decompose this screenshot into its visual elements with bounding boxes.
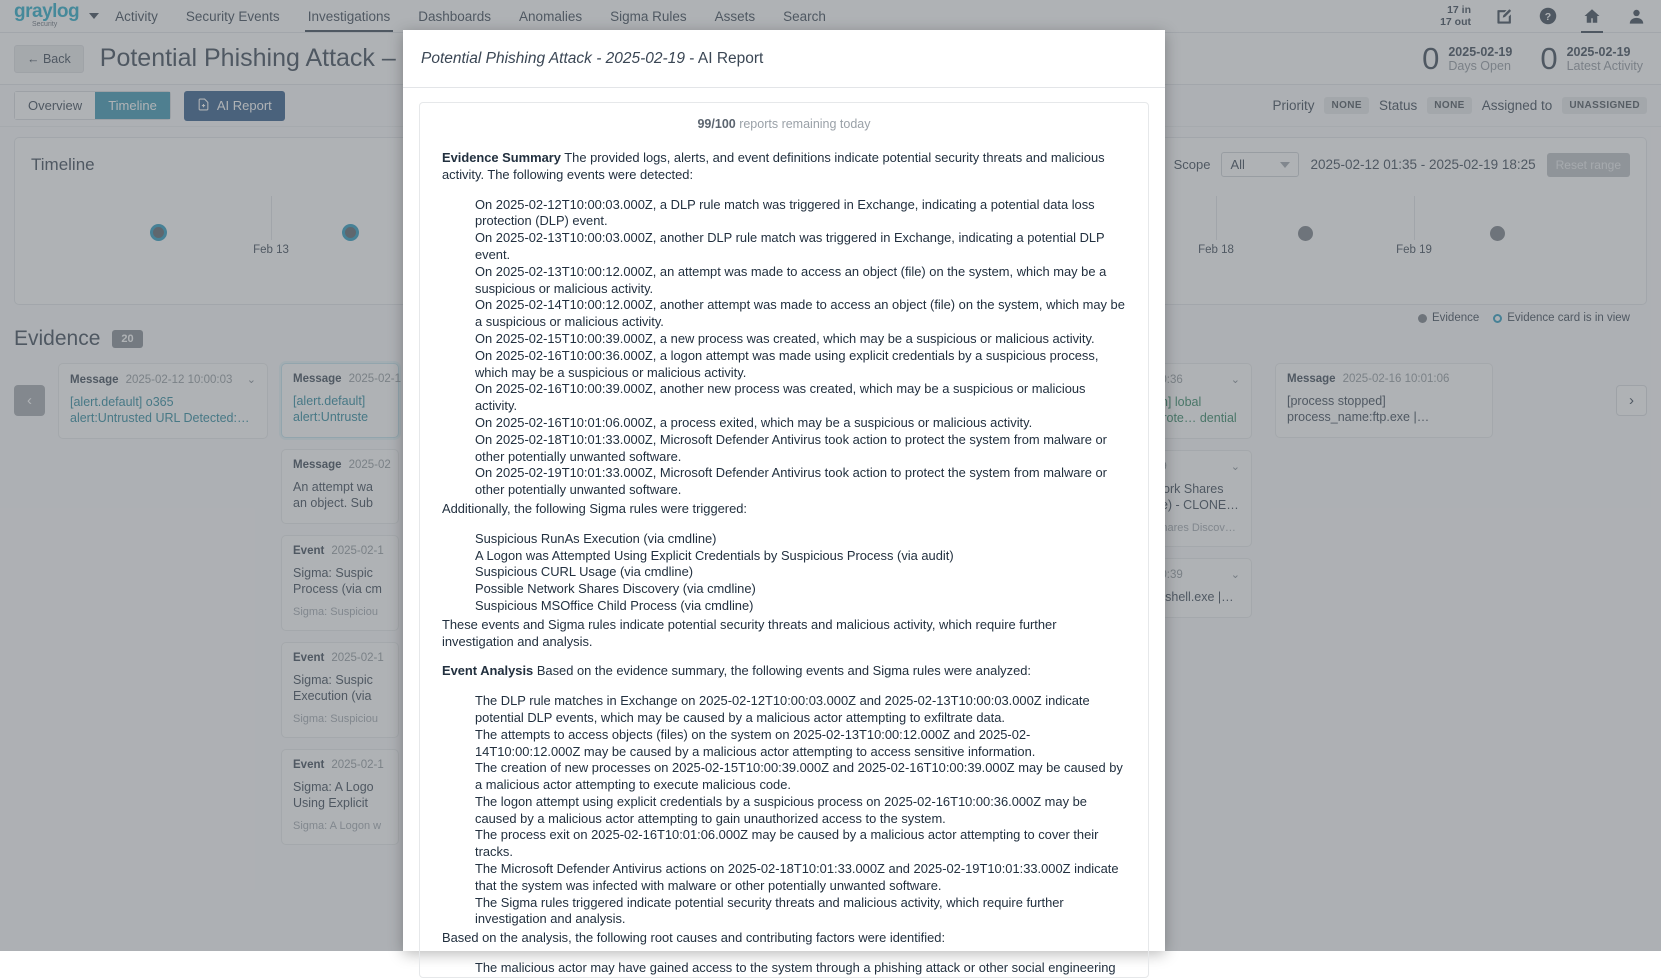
list-item: On 2025-02-15T10:00:39.000Z, a new process was created, which may be a suspicious or malicious activity.: [475, 330, 1095, 346]
sigma-rules-list: [475, 531, 1126, 615]
list-item: Suspicious RunAs Execution (via cmdline): [475, 530, 717, 546]
list-item: The DLP rule matches in Exchange on 2025-02-12T10:00:03.000Z and 2025-02-13T10:00:03.000Z indicate potential DLP events, which may be caused by a malicious actor attempting to exfiltrate data.: [475, 693, 1090, 725]
list-item: The Microsoft Defender Antivirus actions on 2025-02-18T10:01:33.000Z and 2025-02-19T10:01:33.000Z indicate that the system was infected with malware or other potentially unwanted software.: [475, 861, 1119, 893]
modal-body: [403, 88, 1165, 978]
evidence-summary-paragraph: [442, 150, 1126, 184]
list-item: On 2025-02-18T10:01:33.000Z, Microsoft Defender Antivirus took action to protect the system from malware or other potentially unwanted software.: [475, 431, 1107, 464]
modal-header: [403, 30, 1165, 88]
reports-remaining-count: 99/100: [697, 117, 736, 131]
list-item: The Sigma rules triggered indicate potential security threats and malicious activity, which require further investigation and analysis.: [475, 894, 1064, 927]
list-item: The creation of new processes on 2025-02-15T10:00:39.000Z and 2025-02-16T10:00:39.000Z may be caused by a malicious actor attempting to execute malicious code.: [475, 760, 1123, 793]
list-item: On 2025-02-16T10:00:36.000Z, a logon attempt was made using explicit credentials by a suspicious process, which may be a suspicious or malicious activity.: [475, 347, 1099, 380]
list-item: The logon attempt using explicit credentials by a suspicious process on 2025-02-16T10:00:36.000Z may be caused by a malicious actor attempting to gain unauthorized access to the system.: [475, 793, 1087, 826]
event-analysis-list: [475, 693, 1126, 928]
evidence-summary-label: Evidence Summary: [442, 150, 561, 165]
list-item: A Logon was Attempted Using Explicit Credentials by Suspicious Process (via audit): [475, 547, 954, 563]
list-item: Suspicious CURL Usage (via cmdline): [475, 564, 694, 580]
evidence-summary-intro: The provided logs, alerts, and event definitions indicate potential security threats and malicious activity. The following events were detected:: [442, 150, 1105, 182]
event-analysis-intro: Based on the evidence summary, the following events and Sigma rules were analyzed:: [533, 663, 1031, 679]
list-item: On 2025-02-16T10:01:06.000Z, a process exited, which may be a suspicious or malicious activity.: [475, 414, 1033, 430]
evidence-events-list: [475, 197, 1126, 499]
event-analysis-label: Event Analysis: [442, 663, 534, 679]
list-item: The process exit on 2025-02-16T10:01:06.000Z may be caused by a malicious actor attempting to cover their tracks.: [475, 827, 1099, 860]
reports-remaining-text: reports remaining today: [735, 117, 871, 131]
list-item: The malicious actor may have gained access to the system through a phishing attack or other social engineering: [475, 960, 1116, 976]
list-item: On 2025-02-13T10:00:12.000Z, an attempt was made to access an object (file) on the system, which may be a suspicious or malicious activity.: [475, 263, 1107, 296]
sigma-intro: Additionally, the following Sigma rules were triggered:: [442, 500, 747, 516]
list-item: Suspicious MSOffice Child Process (via cmdline): [475, 597, 754, 613]
list-item: On 2025-02-19T10:01:33.000Z, Microsoft Defender Antivirus took action to protect the system from malware or other potentially unwanted software.: [475, 465, 1107, 498]
modal-title: [421, 50, 763, 68]
event-analysis-paragraph: [442, 663, 1126, 680]
list-item: On 2025-02-16T10:00:39.000Z, another new process was created, which may be a suspicious or malicious activity.: [475, 381, 1086, 414]
evidence-closing: These events and Sigma rules indicate potential security threats and malicious activity, which require further investigation and analysis.: [442, 616, 1057, 649]
list-item: On 2025-02-13T10:00:03.000Z, another DLP rule match was triggered in Exchange, indicating a potential DLP event.: [475, 230, 1105, 262]
ai-report-modal: [403, 30, 1165, 976]
list-item: On 2025-02-12T10:00:03.000Z, a DLP rule match was triggered in Exchange, indicating a potential data loss protection (DLP) event.: [475, 196, 1095, 229]
modal-title-investigation: Potential Phishing Attack - 2025-02-19: [421, 49, 685, 67]
list-item: On 2025-02-14T10:00:12.000Z, another attempt was made to access an object (file) on the system, which may be a suspicious or malicious activity.: [475, 297, 1125, 330]
reports-remaining: [442, 117, 1126, 131]
list-item: The attempts to access objects (files) on the system on 2025-02-13T10:00:12.000Z and 2025-02-14T10:00:12.000Z may be caused by a malicious actor attempting to access sensitive information.: [475, 726, 1036, 759]
root-cause-intro: Based on the analysis, the following root causes and contributing factors were identified:: [442, 930, 946, 946]
modal-title-suffix: - AI Report: [684, 49, 764, 67]
root-cause-list: [475, 960, 1126, 977]
ai-report-content: [419, 102, 1149, 978]
list-item: Possible Network Shares Discovery (via cmdline): [475, 581, 756, 597]
